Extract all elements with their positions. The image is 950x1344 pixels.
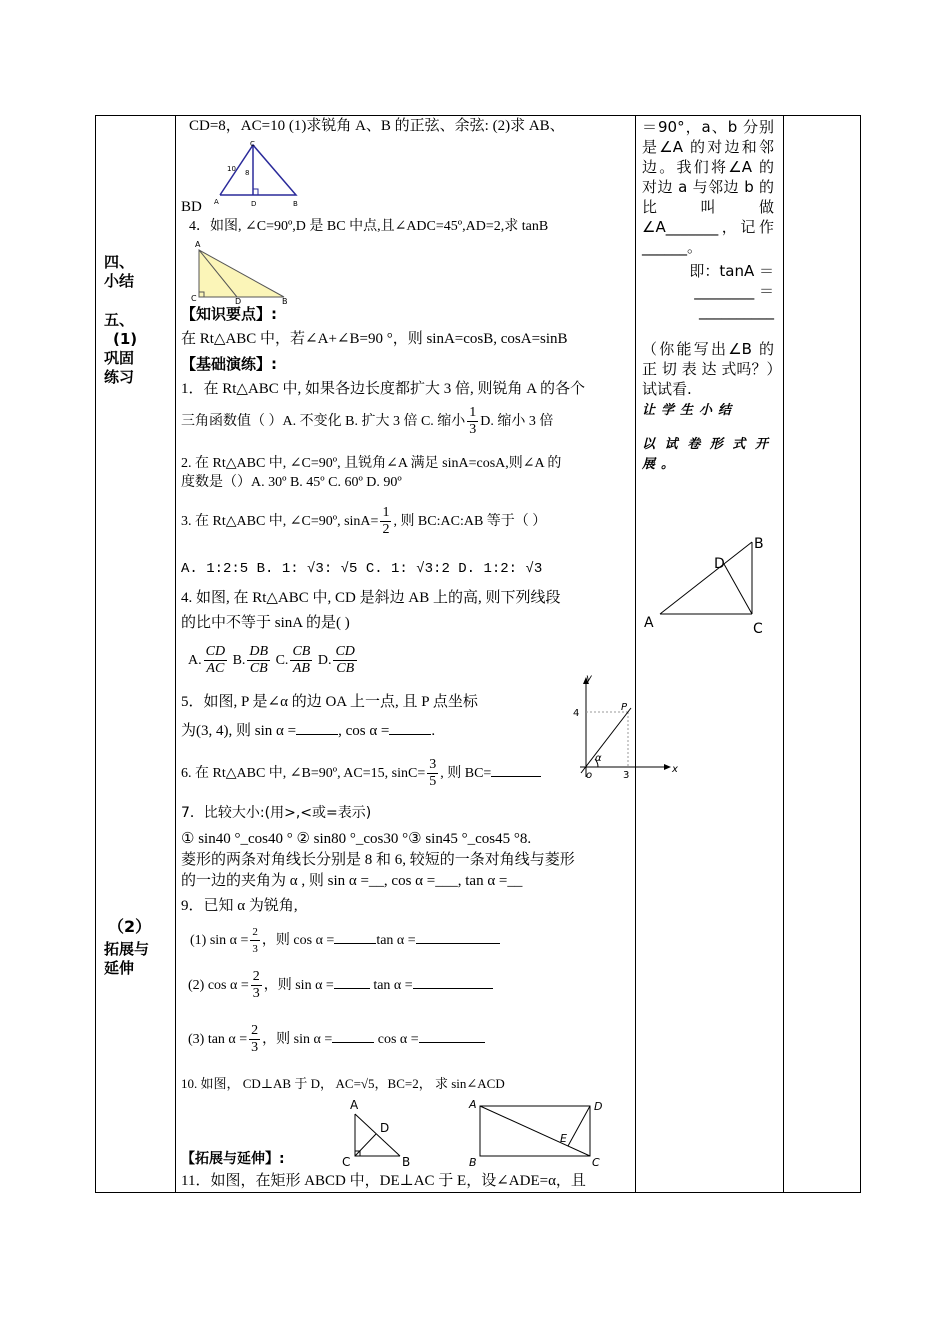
- section-label: 拓展与: [104, 940, 150, 958]
- label-b: B: [754, 536, 764, 552]
- exercise-4-options: A. $\frac{CD}{AC}$ B. $\frac{DB}{CB}$ C. $\frac{CB}{AB}$ D. $\frac{CD}{CB}$: [188, 644, 355, 677]
- label-c: C: [753, 621, 763, 637]
- exercise-9-item: (2) cos α = $\frac{2}{3}$ ，则 sin α = tan α =: [188, 966, 493, 1006]
- tick-3: 3: [623, 770, 630, 781]
- exercise-8-text: 菱形的两条对角线长分别是 8 和 6, 较短的一条对角线与菱形: [181, 852, 575, 868]
- section-label: （2）: [108, 917, 152, 936]
- label-a: A: [644, 615, 654, 631]
- exercise-9-text: 9．已知 α 为锐角,: [181, 898, 298, 914]
- exercise-7-text: 7．比较大小:(用>,<或=表示): [181, 805, 372, 821]
- exercise-1-text: 1．在 Rt△ABC 中, 如果各边长度都扩大 3 倍, 则锐角 A 的各个: [181, 381, 586, 397]
- section-label: 延伸: [104, 959, 135, 977]
- exercise-9-item: (3) tan α = $\frac{2}{3}$ ，则 sin α = cos α =: [188, 1020, 485, 1060]
- table-border: [635, 115, 636, 1193]
- section-label: 小结: [104, 272, 135, 290]
- label-d: D: [594, 1100, 603, 1113]
- label-b: B: [402, 1155, 411, 1169]
- label-a: A: [195, 240, 201, 249]
- label-d: D: [251, 200, 257, 208]
- table-top-border: [95, 115, 861, 116]
- label-d: D: [714, 556, 725, 572]
- exercise-8-text: 的一边的夹角为 α , 则 sin α =__, cos α =___, tan α =__: [181, 873, 523, 889]
- summary-note: 让学生小结: [642, 403, 738, 418]
- exercise-11-text: 11．如图，在矩形 ABCD 中，DE⊥AC 于 E，设∠ADE=α，且: [181, 1173, 586, 1189]
- tick-4: 4: [573, 708, 580, 719]
- label-d: D: [380, 1121, 390, 1135]
- label-cd: 8: [245, 169, 250, 177]
- label-c: C: [592, 1156, 600, 1169]
- label-e: E: [560, 1132, 567, 1145]
- exercise-3-options: A. 1:2:5 B. 1: √3: √5 C. 1: √3:2 D. 1:2: √3: [181, 561, 543, 577]
- exercise-3-text: 3. 在 Rt△ABC 中, ∠C=90º, sinA= $\frac{1}{2}$ , 则 BC:AC:AB 等于（ ）: [181, 505, 547, 538]
- axis-label-y: y: [586, 673, 592, 684]
- exercise-2-options: 度数是（）A. 30º B. 45º C. 60º D. 90º: [181, 475, 402, 490]
- label-c: C: [342, 1155, 351, 1169]
- label-alpha: α: [595, 753, 602, 764]
- table-border: [783, 115, 784, 1193]
- table-bottom-border: [95, 1192, 861, 1193]
- label-o: o: [586, 770, 593, 781]
- label-b: B: [469, 1156, 477, 1169]
- section-label: 四、: [104, 253, 135, 271]
- label-ac: 10: [227, 165, 236, 173]
- tangent-definition-text: ＝90°，a、b 分别是∠A 的对边和邻边。我们将∠A 的对边 a 与邻边 b 的比 叫 做∠A_______，记作______。: [642, 118, 774, 256]
- section-label: 巩固: [104, 349, 135, 367]
- question-3-text: BD: [181, 199, 202, 215]
- triangle-figure-q4: [190, 238, 300, 306]
- tangent-formula-text: 即：tanA ＝ ________ ＝ __________: [689, 262, 774, 320]
- exercise-6-text: 6. 在 Rt△ABC 中, ∠B=90º, AC=15, sinC= $\frac{3}{5}$ , 则 BC=: [181, 755, 541, 793]
- extension-heading: 【拓展与延伸】:: [181, 1151, 285, 1167]
- table-border: [860, 115, 861, 1193]
- triangle-figure-q3: [210, 140, 310, 210]
- label-b: B: [282, 297, 288, 306]
- section-label: (1): [113, 330, 138, 348]
- label-p: P: [621, 702, 628, 713]
- label-d: D: [235, 297, 242, 306]
- label-a: A: [214, 198, 219, 206]
- triangle-figure-abcd: [640, 532, 770, 637]
- coordinate-figure-q5: [568, 675, 678, 785]
- question-3-text: CD=8，AC=10 (1)求锐角 A、B 的正弦、余弦: (2)求 AB、: [189, 118, 565, 134]
- knowledge-heading: 【知识要点】:: [181, 305, 277, 323]
- label-c: C: [191, 294, 197, 303]
- basic-heading: 【基础演练】:: [181, 355, 277, 373]
- question-4-text: 4．如图, ∠C=90º,D 是 BC 中点,且∠ADC=45º,AD=2,求 tanB: [189, 219, 549, 234]
- exercise-4-text: 4. 如图, 在 Rt△ABC 中, CD 是斜边 AB 上的高, 则下列线段: [181, 590, 561, 606]
- label-b: B: [293, 200, 298, 208]
- exercise-2-text: 2. 在 Rt△ABC 中, ∠C=90º, 且锐角∠A 满足 sinA=cosA,则∠A 的: [181, 456, 562, 471]
- triangle-figure-q10: [340, 1096, 440, 1168]
- axis-label-x: x: [672, 764, 678, 775]
- exercise-10-text: 10. 如图， CD⊥AB 于 D， AC=√5，BC=2， 求 sin∠ACD: [181, 1076, 505, 1091]
- practice-note: 以试卷形式开展。: [642, 437, 774, 472]
- exercise-4-text: 的比中不等于 sinA 的是( ): [181, 615, 350, 631]
- label-a: A: [469, 1098, 477, 1111]
- exercise-5-text: 为(3, 4), 则 sin α = , cos α = .: [181, 723, 436, 739]
- knowledge-text: 在 Rt△ABC 中，若∠A+∠B=90 °，则 sinA=cosB, cosA=sinB: [181, 331, 568, 347]
- section-label: 练习: [104, 368, 135, 386]
- table-border: [175, 115, 176, 1193]
- label-c: C: [250, 140, 255, 148]
- exercise-7-items: ① sin40 °_cos40 ° ② sin80 °_cos30 °③ sin45 °_cos45 °8.: [181, 831, 532, 847]
- right-column: [642, 117, 774, 475]
- exercise-9-item: (1) sin α = $\frac{2}{3}$ ，则 cos α = tan α =: [190, 922, 500, 960]
- tangent-b-question: （你能写出∠B 的正 切 表 达 式吗？）试试看.: [642, 340, 774, 398]
- rectangle-figure-q11: [468, 1096, 618, 1168]
- label-a: A: [350, 1098, 359, 1112]
- section-label: 五、: [104, 311, 135, 329]
- table-border: [95, 115, 96, 1193]
- exercise-1-options: 三角函数值（ ）A. 不变化 B. 扩大 3 倍 C. 缩小 $\frac{1}{3}$ D. 缩小 3 倍: [181, 405, 554, 438]
- exercise-5-text: 5．如图, P 是∠α 的边 OA 上一点, 且 P 点坐标: [181, 694, 478, 710]
